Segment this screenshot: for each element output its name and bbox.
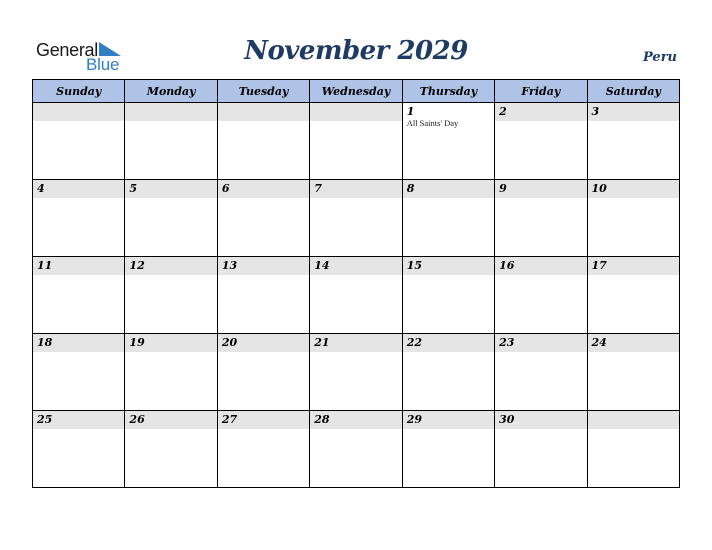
empty-day-cell: [310, 103, 402, 180]
week-row: [33, 257, 680, 334]
day-number: 21: [310, 334, 401, 352]
day-cell: [495, 180, 587, 257]
day-number: 20: [218, 334, 309, 352]
week-row: [33, 180, 680, 257]
day-number: 25: [33, 411, 124, 429]
day-number: 13: [218, 257, 309, 275]
day-cell: [495, 411, 587, 488]
empty-day-bar: [218, 103, 309, 121]
day-cell: [587, 180, 679, 257]
day-cell: [402, 334, 494, 411]
holiday-label: All Saints' Day: [406, 118, 459, 128]
empty-day-bar: [33, 103, 124, 121]
day-cell: [33, 334, 125, 411]
day-number: 2: [495, 103, 586, 121]
month-calendar: [32, 79, 680, 488]
weekday-header: Friday: [495, 80, 587, 103]
day-number: 15: [403, 257, 494, 275]
day-number: 3: [588, 103, 679, 121]
day-cell: [310, 334, 402, 411]
day-cell: [125, 334, 217, 411]
day-number: 9: [495, 180, 586, 198]
day-number: 30: [495, 411, 586, 429]
day-number: 26: [125, 411, 216, 429]
day-number: 4: [33, 180, 124, 198]
empty-day-bar: [588, 411, 679, 429]
empty-day-cell: [587, 411, 679, 488]
empty-day-cell: [125, 103, 217, 180]
day-cell: [495, 257, 587, 334]
day-number: 23: [495, 334, 586, 352]
day-cell: [402, 257, 494, 334]
calendar-title: November 2029: [244, 36, 468, 66]
day-cell: [125, 257, 217, 334]
week-row: [33, 103, 680, 180]
day-number: 22: [403, 334, 494, 352]
day-number: 19: [125, 334, 216, 352]
day-cell: [310, 180, 402, 257]
day-number: 28: [310, 411, 401, 429]
weekday-header: Tuesday: [217, 80, 309, 103]
day-cell: [402, 180, 494, 257]
logo-text-general: General: [36, 40, 98, 60]
day-cell: [125, 411, 217, 488]
day-number: 18: [33, 334, 124, 352]
day-number: 16: [495, 257, 586, 275]
day-cell: [495, 334, 587, 411]
day-cell: [310, 411, 402, 488]
day-cell: [587, 257, 679, 334]
day-cell: [125, 180, 217, 257]
day-cell: [217, 334, 309, 411]
weekday-header: Monday: [125, 80, 217, 103]
day-number: 12: [125, 257, 216, 275]
day-cell: [33, 411, 125, 488]
day-cell: [33, 257, 125, 334]
day-cell: [402, 103, 494, 180]
day-cell: [217, 257, 309, 334]
day-cell: [587, 103, 679, 180]
day-number: 7: [310, 180, 401, 198]
weekday-header: Wednesday: [310, 80, 402, 103]
empty-day-bar: [310, 103, 401, 121]
day-number: 24: [588, 334, 679, 352]
weekday-header: Thursday: [402, 80, 494, 103]
week-row: [33, 334, 680, 411]
logo-text-blue: Blue: [86, 55, 120, 74]
day-number: 5: [125, 180, 216, 198]
day-number: 8: [403, 180, 494, 198]
empty-day-cell: [33, 103, 125, 180]
country-label: Peru: [643, 50, 677, 65]
weekday-header: Sunday: [33, 80, 125, 103]
day-cell: [495, 103, 587, 180]
weekday-header: Saturday: [587, 80, 679, 103]
day-number: 14: [310, 257, 401, 275]
empty-day-bar: [125, 103, 216, 121]
day-number: 11: [33, 257, 124, 275]
week-row: [33, 411, 680, 488]
day-number: 29: [403, 411, 494, 429]
day-number: 1: [406, 105, 415, 118]
day-cell: [402, 411, 494, 488]
weekday-header-row: [33, 80, 680, 103]
day-cell: [217, 411, 309, 488]
day-number: 10: [588, 180, 679, 198]
day-number: 6: [218, 180, 309, 198]
day-number: 17: [588, 257, 679, 275]
day-cell: [587, 334, 679, 411]
empty-day-cell: [217, 103, 309, 180]
day-number: 27: [218, 411, 309, 429]
day-cell: [33, 180, 125, 257]
day-cell: [217, 180, 309, 257]
day-cell: [310, 257, 402, 334]
